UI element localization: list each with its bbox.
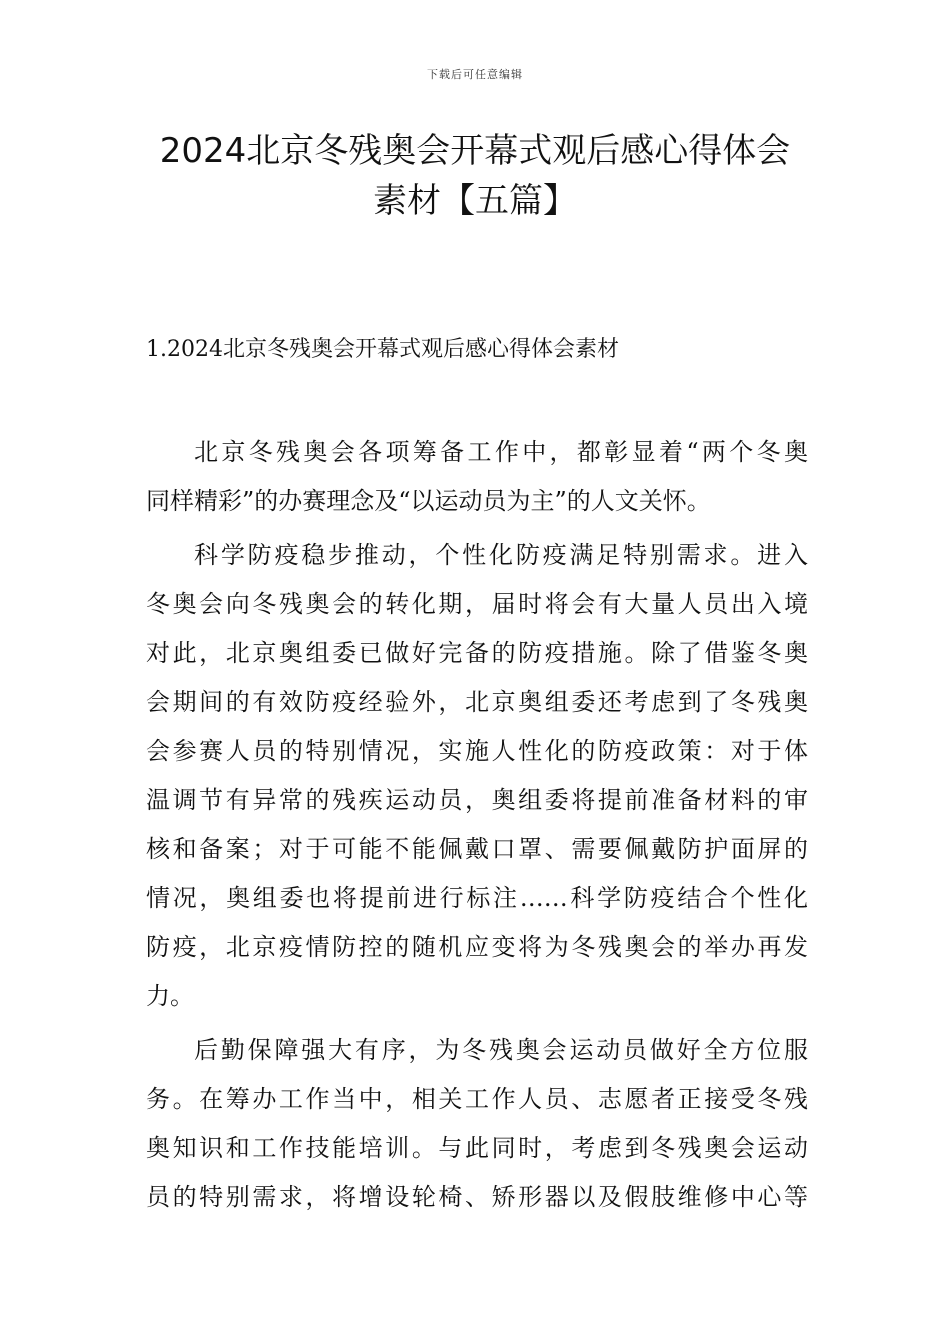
paragraph-1: [146, 428, 808, 526]
paragraph-line: 温调节有异常的残疾运动员，奥组委将提前准备材料的审: [146, 786, 808, 814]
paragraph-line: 力。: [146, 982, 194, 1010]
paragraph-3: [146, 1026, 808, 1222]
paragraph-line: 防疫，北京疫情防控的随机应变将为冬残奥会的举办再发: [146, 933, 808, 961]
title-line-1: 2024北京冬残奥会开幕式观后感心得体会: [159, 131, 791, 171]
paragraph-line: 北京冬残奥会各项筹备工作中，都彰显着“两个冬奥: [194, 438, 808, 466]
paragraph-line: 科学防疫稳步推动，个性化防疫满足特别需求。进入: [194, 541, 808, 569]
paragraph-line: 冬奥会向冬残奥会的转化期，届时将会有大量人员出入境: [146, 590, 808, 618]
paragraph-line: 务。在筹办工作当中，相关工作人员、志愿者正接受冬残: [146, 1085, 808, 1113]
paragraph-line: 核和备案；对于可能不能佩戴口罩、需要佩戴防护面屏的: [146, 835, 808, 863]
paragraph-line: 同样精彩”的办赛理念及“以运动员为主”的人文关怀。: [146, 487, 711, 515]
header-note: 下载后可任意编辑: [427, 68, 523, 81]
paragraph-line: 会期间的有效防疫经验外，北京奥组委还考虑到了冬残奥: [146, 688, 808, 716]
paragraph-line: 对此，北京奥组委已做好完备的防疫措施。除了借鉴冬奥: [146, 639, 808, 667]
paragraph-line: 员的特别需求，将增设轮椅、矫形器以及假肢维修中心等: [146, 1183, 808, 1211]
title-line-2: 素材【五篇】: [373, 181, 577, 221]
body-text: [146, 428, 808, 1222]
paragraph-2: [146, 531, 808, 1021]
section-heading: 1.2024北京冬残奥会开幕式观后感心得体会素材: [146, 337, 619, 362]
paragraph-line: 后勤保障强大有序，为冬残奥会运动员做好全方位服: [194, 1036, 808, 1064]
paragraph-line: 情况，奥组委也将提前进行标注……科学防疫结合个性化: [146, 884, 808, 912]
paragraph-line: 奥知识和工作技能培训。与此同时，考虑到冬残奥会运动: [146, 1134, 808, 1162]
document-title: [100, 126, 850, 226]
paragraph-line: 会参赛人员的特别情况，实施人性化的防疫政策：对于体: [146, 737, 808, 765]
